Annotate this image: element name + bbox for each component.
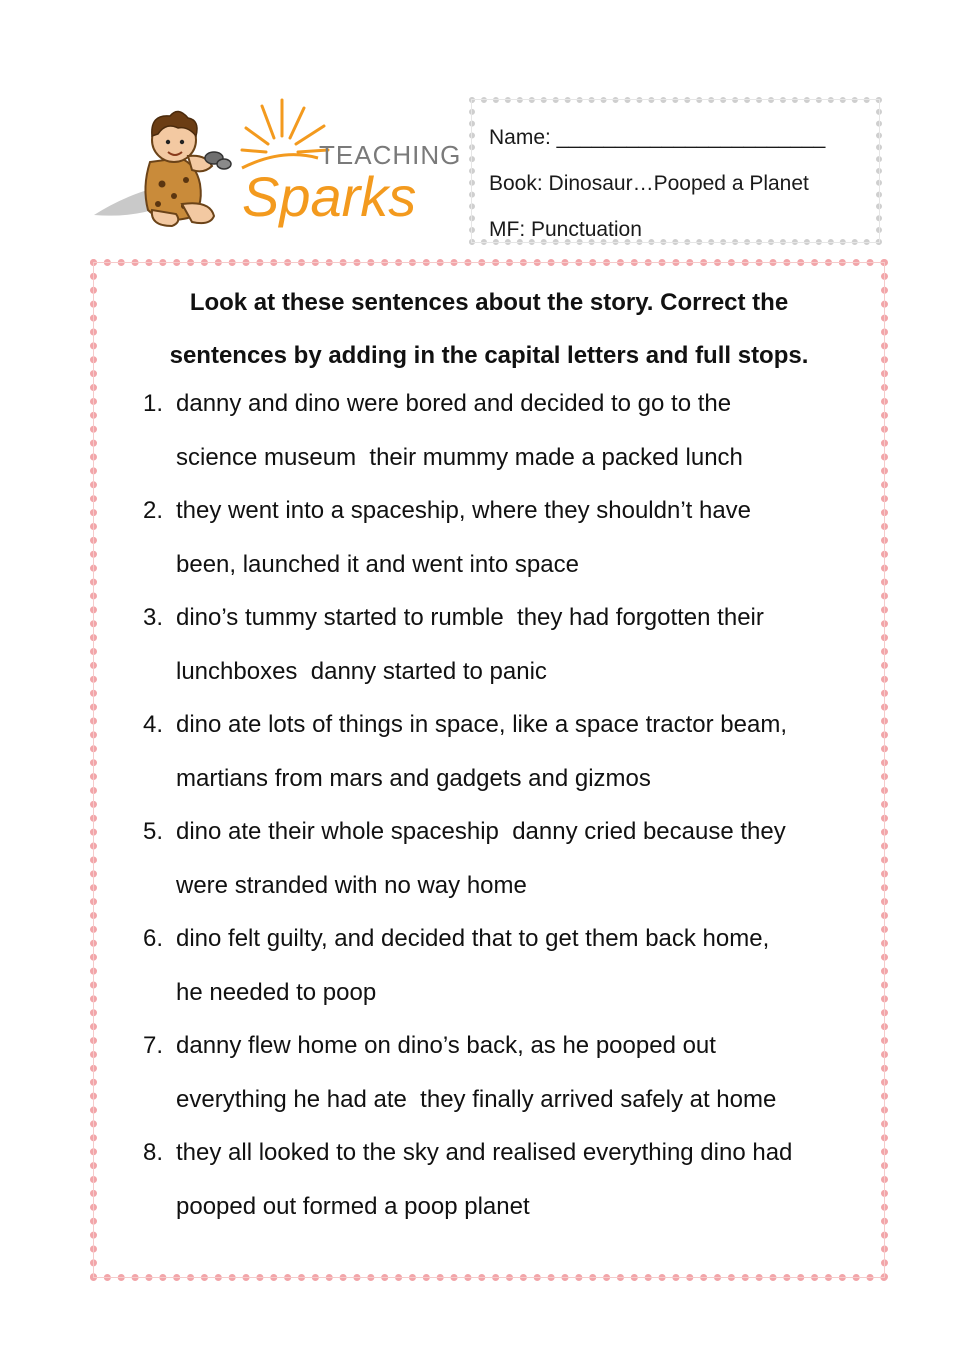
name-field-line[interactable]: Name: _______________________ bbox=[489, 126, 826, 149]
focus-line: MF: Punctuation bbox=[489, 218, 642, 241]
sentence-number: 5. bbox=[143, 818, 164, 845]
instructions-line: sentences by adding in the capital letters and full stops. bbox=[169, 342, 809, 369]
teaching-sparks-logo bbox=[92, 92, 462, 242]
sentence-text: danny flew home on dino’s back, as he pooped out bbox=[176, 1032, 716, 1059]
sentence-item bbox=[143, 377, 873, 484]
instructions bbox=[97, 276, 881, 382]
sentence-item bbox=[143, 484, 873, 591]
sentence-list bbox=[143, 377, 873, 1233]
sentence-text: dino ate their whole spaceship danny cried because they bbox=[176, 818, 786, 845]
instructions-line: Look at these sentences about the story. Correct the bbox=[189, 289, 789, 316]
spark-rays-icon bbox=[242, 100, 328, 152]
logo-word-teaching: TEACHING bbox=[319, 140, 462, 170]
sentence-text: been, launched it and went into space bbox=[176, 550, 579, 578]
sentence-text: martians from mars and gadgets and gizmos bbox=[176, 764, 651, 792]
sentence-text: pooped out formed a poop planet bbox=[176, 1192, 530, 1220]
sentence-text: dino felt guilty, and decided that to get them back home, bbox=[176, 925, 770, 952]
sentence-number: 1. bbox=[143, 390, 164, 417]
sentence-number: 7. bbox=[143, 1032, 164, 1059]
sentence-text: science museum their mummy made a packed lunch bbox=[176, 443, 743, 471]
sentence-text: danny and dino were bored and decided to go to the bbox=[176, 390, 732, 417]
book-title-line: Book: Dinosaur…Pooped a Planet bbox=[489, 172, 809, 195]
sentence-text: lunchboxes danny started to panic bbox=[176, 657, 547, 685]
sentence-item bbox=[143, 591, 873, 698]
sentence-item bbox=[143, 1126, 873, 1233]
sentence-text: he needed to poop bbox=[176, 978, 377, 1006]
logo-word-sparks: Sparks bbox=[242, 165, 417, 228]
sentence-text: everything he had ate they finally arrived safely at home bbox=[176, 1085, 777, 1113]
sentence-number: 3. bbox=[143, 604, 164, 631]
worksheet-frame bbox=[90, 259, 888, 1281]
sentence-item bbox=[143, 805, 873, 912]
sentence-number: 8. bbox=[143, 1139, 164, 1166]
sentence-item bbox=[143, 912, 873, 1019]
student-info-box bbox=[469, 97, 882, 245]
sentence-text: were stranded with no way home bbox=[176, 871, 527, 899]
sentence-text: they all looked to the sky and realised everything dino had bbox=[176, 1139, 793, 1166]
sentence-number: 6. bbox=[143, 925, 164, 952]
sentence-item bbox=[143, 1019, 873, 1126]
sentence-number: 2. bbox=[143, 497, 164, 524]
sentence-text: they went into a spaceship, where they shouldn’t have bbox=[176, 497, 752, 524]
sentence-text: dino’s tummy started to rumble they had forgotten their bbox=[176, 604, 764, 631]
caveman-mascot-icon bbox=[145, 111, 231, 226]
sentence-item bbox=[143, 698, 873, 805]
sentence-text: dino ate lots of things in space, like a space tractor beam, bbox=[176, 711, 788, 738]
sentence-number: 4. bbox=[143, 711, 164, 738]
